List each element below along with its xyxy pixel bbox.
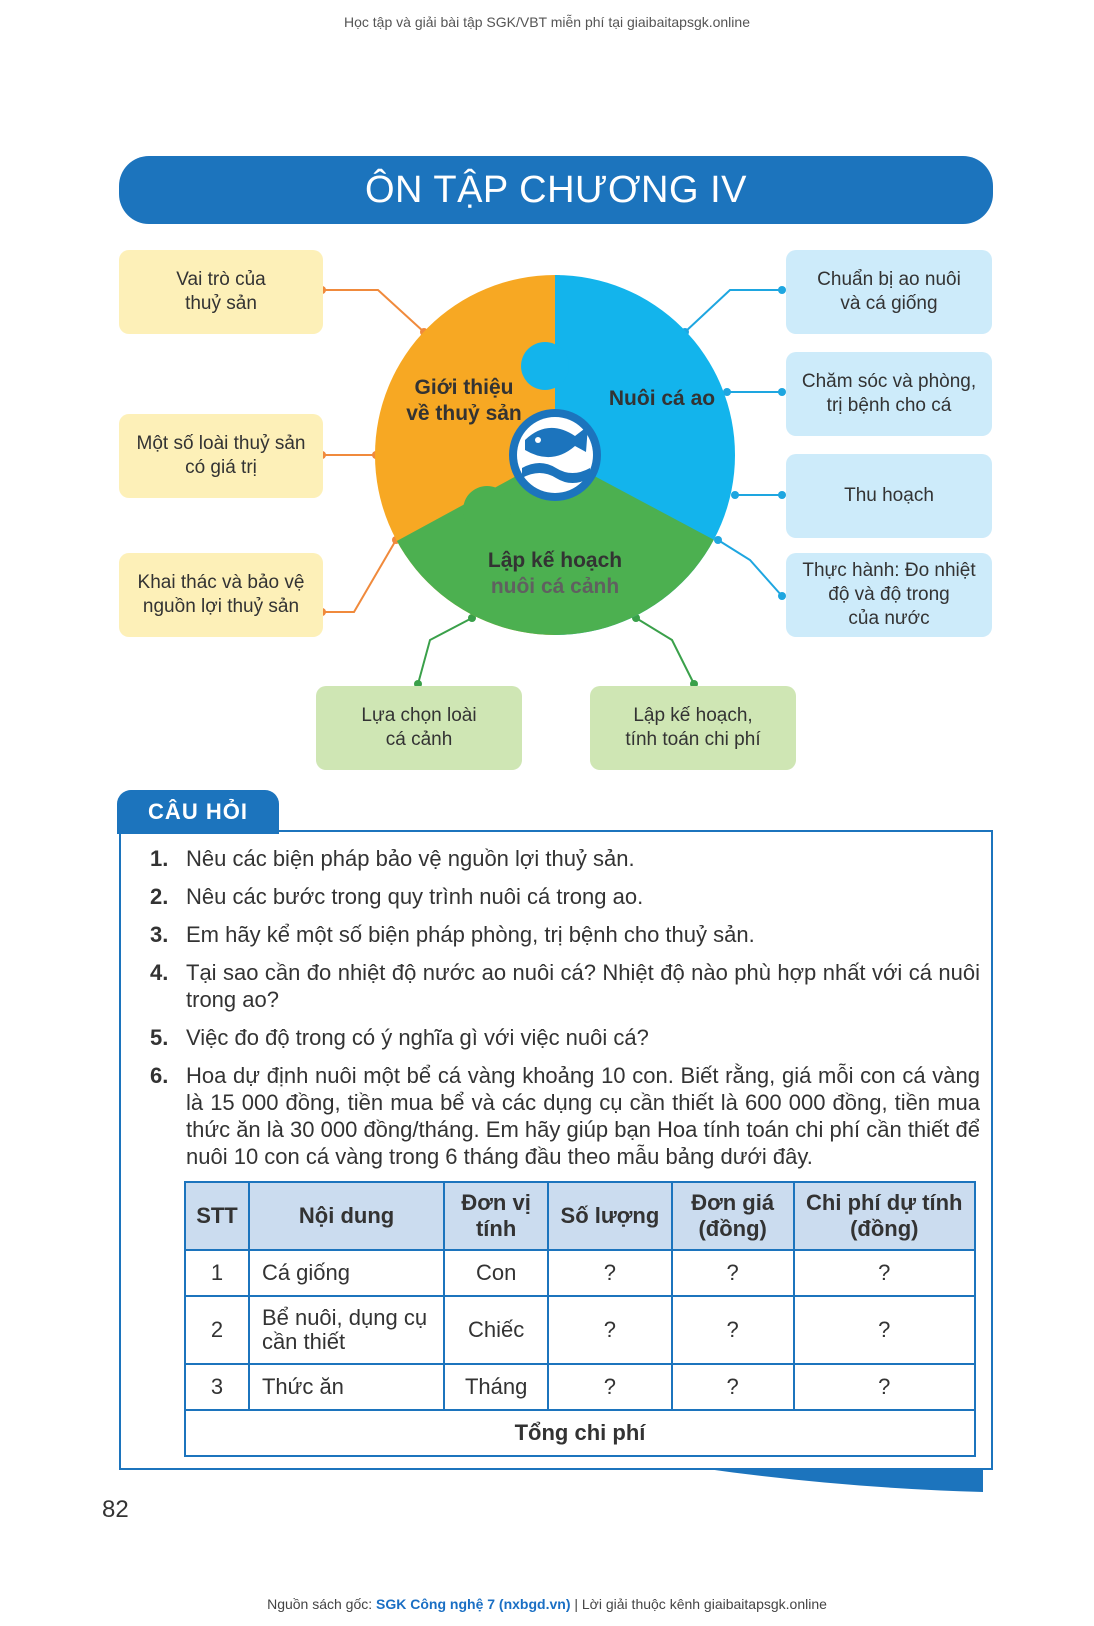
question-number: 1. bbox=[150, 846, 169, 871]
label-plan-line1: Lập kế hoạch bbox=[487, 549, 623, 572]
question-item bbox=[150, 845, 980, 872]
header-note: Học tập và giải bài tập SGK/VBT miễn phí tại giaibaitapsgk.online bbox=[344, 14, 750, 30]
table-cell: ? bbox=[548, 1296, 672, 1364]
table-total-row bbox=[185, 1410, 975, 1456]
col-header-stt: STT bbox=[185, 1182, 249, 1250]
col-header-content: Nội dung bbox=[249, 1182, 444, 1250]
table-cell: Thức ăn bbox=[249, 1364, 444, 1410]
question-item bbox=[150, 1062, 980, 1170]
question-number: 6. bbox=[150, 1063, 169, 1088]
col-header-unit: Đơn vị tính bbox=[444, 1182, 548, 1250]
box-practice-measure: Thực hành: Đo nhiệt độ và độ trong của nước bbox=[786, 553, 992, 637]
question-number: 4. bbox=[150, 960, 169, 985]
table-cell: ? bbox=[672, 1250, 794, 1296]
table-cell: 1 bbox=[185, 1250, 249, 1296]
box-role-aquaculture: Vai trò của thuỷ sản bbox=[119, 250, 323, 334]
question-item bbox=[150, 1024, 980, 1051]
label-plan-line2: nuôi cá cảnh bbox=[490, 575, 620, 598]
question-item bbox=[150, 921, 980, 948]
table-cell: ? bbox=[672, 1296, 794, 1364]
question-item bbox=[150, 883, 980, 910]
question-number: 3. bbox=[150, 922, 169, 947]
box-care-disease: Chăm sóc và phòng, trị bệnh cho cá bbox=[786, 352, 992, 436]
table-header-row bbox=[185, 1182, 975, 1250]
box-plan-costs: Lập kế hoạch, tính toán chi phí bbox=[590, 686, 796, 770]
chapter-banner: ÔN TẬP CHƯƠNG IV bbox=[119, 156, 993, 224]
source-book-link[interactable]: SGK Công nghệ 7 (nxbgd.vn) bbox=[376, 1596, 571, 1612]
box-harvest: Thu hoạch bbox=[786, 454, 992, 538]
box-prepare-pond: Chuẩn bị ao nuôi và cá giống bbox=[786, 250, 992, 334]
col-header-estimated-cost: Chi phí dự tính (đồng) bbox=[794, 1182, 975, 1250]
question-text: Em hãy kể một số biện pháp phòng, trị bệnh cho thuỷ sản. bbox=[186, 922, 755, 947]
question-item bbox=[150, 959, 980, 1013]
col-header-unit-price: Đơn giá (đồng) bbox=[672, 1182, 794, 1250]
table-cell: 3 bbox=[185, 1364, 249, 1410]
frame-corner-decoration bbox=[700, 1468, 983, 1492]
footer-suffix: | Lời giải thuộc kênh giaibaitapsgk.online bbox=[570, 1596, 827, 1612]
question-text: Nêu các bước trong quy trình nuôi cá trong ao. bbox=[186, 884, 644, 909]
question-text: Nêu các biện pháp bảo vệ nguồn lợi thuỷ sản. bbox=[186, 846, 635, 871]
footer-prefix: Nguồn sách gốc: bbox=[267, 1596, 377, 1612]
question-list bbox=[150, 845, 980, 1181]
col-header-quantity: Số lượng bbox=[548, 1182, 672, 1250]
questions-tab: CÂU HỎI bbox=[117, 790, 279, 834]
box-valuable-species: Một số loài thuỷ sản có giá trị bbox=[119, 414, 323, 498]
box-choose-ornamental-fish: Lựa chọn loài cá cảnh bbox=[316, 686, 522, 770]
table-cell: 2 bbox=[185, 1296, 249, 1364]
footer-note bbox=[0, 1596, 1094, 1612]
table-cell: ? bbox=[548, 1250, 672, 1296]
table-cell: Con bbox=[444, 1250, 548, 1296]
box-exploit-protect: Khai thác và bảo vệ nguồn lợi thuỷ sản bbox=[119, 553, 323, 637]
table-cell: ? bbox=[548, 1364, 672, 1410]
question-text: Tại sao cần đo nhiệt độ nước ao nuôi cá? Nhiệt độ nào phù hợp nhất với cá nuôi trong ao? bbox=[186, 960, 980, 1012]
label-pond-farming: Nuôi cá ao bbox=[608, 387, 716, 410]
table-cell: Chiếc bbox=[444, 1296, 548, 1364]
table-row bbox=[185, 1296, 975, 1364]
label-intro-aquaculture: Giới thiệu về thuỷ sản bbox=[406, 376, 522, 425]
table-row bbox=[185, 1250, 975, 1296]
table-cell: Tháng bbox=[444, 1364, 548, 1410]
question-text: Việc đo độ trong có ý nghĩa gì với việc nuôi cá? bbox=[186, 1025, 649, 1050]
question-number: 5. bbox=[150, 1025, 169, 1050]
table-cell: ? bbox=[794, 1250, 975, 1296]
total-cost-label: Tổng chi phí bbox=[185, 1410, 975, 1456]
table-cell: Bể nuôi, dụng cụ cần thiết bbox=[249, 1296, 444, 1364]
question-number: 2. bbox=[150, 884, 169, 909]
page-number: 82 bbox=[102, 1496, 129, 1523]
question-text: Hoa dự định nuôi một bể cá vàng khoảng 10 con. Biết rằng, giá mỗi con cá vàng là 15 000 đồng, tiền mua bể và các dụng cụ cần thiết là 600 000 đồng, tiền mua thức ăn là 30 000 đồng/tháng. Em hãy giúp bạn Hoa tính toán chi phí cần thiết để nuôi 10 con cá vàng trong 6 tháng đầu theo mẫu bảng dưới đây. bbox=[186, 1063, 980, 1169]
table-row bbox=[185, 1364, 975, 1410]
table-cell: ? bbox=[672, 1364, 794, 1410]
table-cell: ? bbox=[794, 1364, 975, 1410]
table-cell: ? bbox=[794, 1296, 975, 1364]
table-cell: Cá giống bbox=[249, 1250, 444, 1296]
cost-table bbox=[184, 1181, 976, 1457]
